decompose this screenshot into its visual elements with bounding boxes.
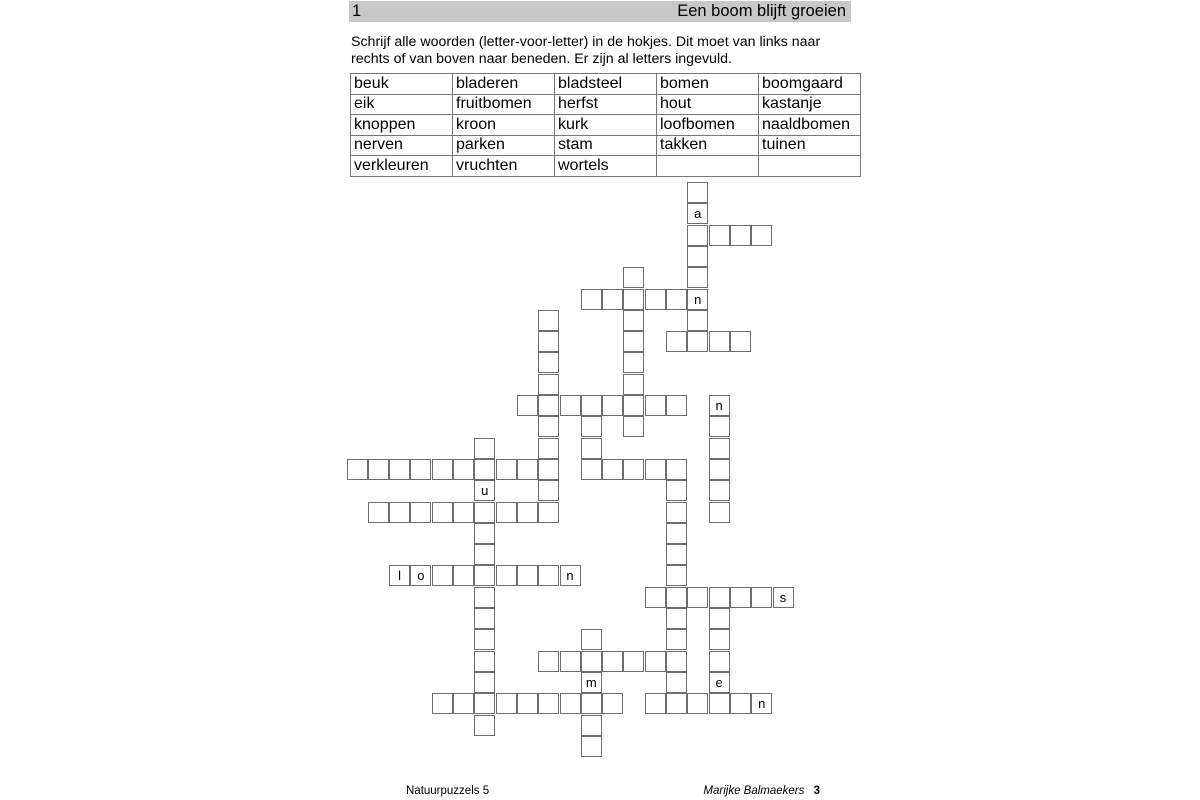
crossword-cell[interactable] [581, 289, 602, 310]
crossword-cell[interactable] [538, 693, 559, 714]
crossword-cell[interactable] [581, 395, 602, 416]
crossword-cell[interactable] [453, 565, 474, 586]
crossword-cell[interactable] [368, 502, 389, 523]
crossword-cell[interactable] [560, 395, 581, 416]
word-cell: verkleuren [351, 156, 453, 177]
word-cell: herfst [555, 94, 657, 115]
crossword-cell[interactable] [730, 693, 751, 714]
crossword-cell[interactable] [666, 587, 687, 608]
crossword-cell[interactable] [623, 352, 644, 373]
crossword-cell[interactable] [453, 693, 474, 714]
crossword-cell[interactable] [517, 502, 538, 523]
page-number: 3 [813, 785, 820, 797]
crossword-cell-given-letter[interactable]: u [474, 480, 495, 501]
crossword-cell[interactable] [666, 629, 687, 650]
crossword-cell[interactable] [709, 502, 730, 523]
crossword-cell[interactable] [496, 565, 517, 586]
crossword-cell[interactable] [581, 651, 602, 672]
word-cell: boomgaard [759, 74, 861, 95]
crossword-cell[interactable] [474, 565, 495, 586]
instructions-text: Schrijf alle woorden (letter-voor-letter) in de hokjes. Dit moet van links naar rechts of van boven naar beneden. Er zijn al letters ingevuld. [351, 34, 821, 67]
crossword-cell[interactable] [474, 502, 495, 523]
crossword-cell[interactable] [517, 693, 538, 714]
crossword-cell[interactable] [623, 267, 644, 288]
crossword-cell[interactable] [474, 629, 495, 650]
crossword-cell[interactable] [410, 459, 431, 480]
crossword-cell[interactable] [538, 352, 559, 373]
word-cell: hout [657, 94, 759, 115]
crossword-cell[interactable] [709, 416, 730, 437]
crossword-cell[interactable] [602, 289, 623, 310]
crossword-cell[interactable] [474, 693, 495, 714]
crossword-cell[interactable] [560, 693, 581, 714]
puzzle-number: 1 [352, 2, 362, 20]
crossword-cell[interactable] [538, 651, 559, 672]
crossword-cell[interactable] [751, 587, 772, 608]
crossword-cell[interactable] [581, 736, 602, 757]
crossword-cell-given-letter[interactable]: n [751, 693, 772, 714]
crossword-cell[interactable] [474, 672, 495, 693]
word-cell: bladeren [453, 74, 555, 95]
word-cell: bladsteel [555, 74, 657, 95]
crossword-cell[interactable] [709, 331, 730, 352]
crossword-cell[interactable] [751, 225, 772, 246]
crossword-cell[interactable] [687, 310, 708, 331]
word-cell: eik [351, 94, 453, 115]
crossword-cell[interactable] [432, 693, 453, 714]
word-cell: kurk [555, 115, 657, 136]
crossword-cell[interactable] [602, 693, 623, 714]
crossword-cell[interactable] [474, 459, 495, 480]
crossword-cell-given-letter[interactable]: a [687, 203, 708, 224]
crossword-cell[interactable] [709, 459, 730, 480]
crossword-cell[interactable] [389, 459, 410, 480]
crossword-cell[interactable] [347, 459, 368, 480]
crossword-cell[interactable] [581, 693, 602, 714]
crossword-cell[interactable] [709, 480, 730, 501]
word-cell: kroon [453, 115, 555, 136]
word-cell: fruitbomen [453, 94, 555, 115]
word-cell: tuinen [759, 135, 861, 156]
crossword-cell[interactable] [538, 331, 559, 352]
crossword-cell[interactable] [709, 651, 730, 672]
crossword-cell-given-letter[interactable]: e [709, 672, 730, 693]
crossword-cell[interactable] [623, 395, 644, 416]
word-cell: nerven [351, 135, 453, 156]
crossword-cell-given-letter[interactable]: o [410, 565, 431, 586]
word-cell: beuk [351, 74, 453, 95]
crossword-cell-given-letter[interactable]: n [687, 289, 708, 310]
crossword-cell[interactable] [496, 693, 517, 714]
word-cell: loofbomen [657, 115, 759, 136]
crossword-cell[interactable] [666, 480, 687, 501]
crossword-cell[interactable] [687, 246, 708, 267]
crossword-cell[interactable] [645, 289, 666, 310]
crossword-cell[interactable] [709, 629, 730, 650]
crossword-cell[interactable] [666, 544, 687, 565]
footer-series: Natuurpuzzels 5 [406, 785, 490, 797]
crossword-cell[interactable] [517, 395, 538, 416]
crossword-cell[interactable] [581, 459, 602, 480]
crossword-cell[interactable] [474, 587, 495, 608]
crossword-cell[interactable] [687, 331, 708, 352]
crossword-cell[interactable] [538, 416, 559, 437]
crossword-cell[interactable] [709, 587, 730, 608]
crossword-cell[interactable] [645, 395, 666, 416]
crossword-cell[interactable] [602, 395, 623, 416]
crossword-cell[interactable] [538, 310, 559, 331]
crossword-cell[interactable] [623, 310, 644, 331]
crossword-cell[interactable] [474, 608, 495, 629]
crossword-cell[interactable] [666, 608, 687, 629]
word-cell: vruchten [453, 156, 555, 177]
crossword-cell[interactable] [453, 459, 474, 480]
crossword-cell[interactable] [623, 374, 644, 395]
crossword-cell[interactable] [538, 480, 559, 501]
crossword-cell-given-letter[interactable]: s [773, 587, 794, 608]
word-cell: bomen [657, 74, 759, 95]
puzzle-title: Een boom blijft groeien [677, 2, 846, 20]
crossword-cell[interactable] [645, 651, 666, 672]
crossword-cell-given-letter[interactable]: n [560, 565, 581, 586]
crossword-cell[interactable] [453, 502, 474, 523]
word-cell: naaldbomen [759, 115, 861, 136]
crossword-cell[interactable] [645, 693, 666, 714]
crossword-cell[interactable] [474, 438, 495, 459]
word-cell: wortels [555, 156, 657, 177]
crossword-cell[interactable] [602, 651, 623, 672]
crossword-cell[interactable] [666, 459, 687, 480]
crossword-cell[interactable] [666, 693, 687, 714]
footer-credit [703, 785, 820, 797]
crossword-cell[interactable] [602, 459, 623, 480]
crossword-cell[interactable] [410, 502, 431, 523]
crossword-cell[interactable] [666, 502, 687, 523]
crossword-cell[interactable] [687, 587, 708, 608]
crossword-cell[interactable] [432, 459, 453, 480]
crossword-cell[interactable] [432, 565, 453, 586]
crossword-cell[interactable] [517, 565, 538, 586]
footer-author: Marijke Balmaekers [703, 785, 805, 797]
crossword-cell[interactable] [687, 182, 708, 203]
crossword-cell[interactable] [432, 502, 453, 523]
crossword-cell-given-letter[interactable]: n [709, 395, 730, 416]
crossword-cell[interactable] [538, 459, 559, 480]
crossword-cell[interactable] [687, 267, 708, 288]
crossword-cell[interactable] [581, 416, 602, 437]
crossword-cell[interactable] [623, 331, 644, 352]
crossword-cell[interactable] [474, 715, 495, 736]
crossword-cell[interactable] [709, 225, 730, 246]
crossword-cell[interactable] [538, 395, 559, 416]
word-cell: knoppen [351, 115, 453, 136]
crossword-cell[interactable] [560, 651, 581, 672]
crossword-cell[interactable] [623, 651, 644, 672]
crossword-cell[interactable] [474, 651, 495, 672]
crossword-cell[interactable] [581, 715, 602, 736]
crossword-cell[interactable] [709, 438, 730, 459]
crossword-cell[interactable] [645, 459, 666, 480]
crossword-cell[interactable] [581, 629, 602, 650]
crossword-cell[interactable] [538, 565, 559, 586]
crossword-cell[interactable] [581, 438, 602, 459]
word-cell: takken [657, 135, 759, 156]
word-cell: stam [555, 135, 657, 156]
crossword-cell[interactable] [538, 438, 559, 459]
crossword-cell[interactable] [474, 544, 495, 565]
crossword-cell[interactable] [496, 459, 517, 480]
crossword-cell[interactable] [538, 374, 559, 395]
crossword-cell[interactable] [709, 693, 730, 714]
word-cell: parken [453, 135, 555, 156]
crossword-cell-given-letter[interactable]: m [581, 672, 602, 693]
crossword-cell[interactable] [666, 395, 687, 416]
crossword-cell[interactable] [368, 459, 389, 480]
crossword-cell[interactable] [730, 587, 751, 608]
crossword-cell[interactable] [687, 225, 708, 246]
crossword-cell[interactable] [538, 502, 559, 523]
crossword-cell[interactable] [623, 289, 644, 310]
crossword-cell[interactable] [389, 502, 410, 523]
word-cell: kastanje [759, 94, 861, 115]
crossword-cell[interactable] [623, 459, 644, 480]
crossword-cell[interactable] [496, 502, 517, 523]
crossword-cell-given-letter[interactable]: l [389, 565, 410, 586]
crossword-cell[interactable] [666, 651, 687, 672]
crossword-cell[interactable] [517, 459, 538, 480]
crossword-cell[interactable] [666, 565, 687, 586]
crossword-cell[interactable] [474, 523, 495, 544]
crossword-cell[interactable] [666, 289, 687, 310]
crossword-cell[interactable] [666, 331, 687, 352]
crossword-cell[interactable] [645, 587, 666, 608]
crossword-cell[interactable] [623, 416, 644, 437]
crossword-cell[interactable] [687, 693, 708, 714]
crossword-cell[interactable] [666, 672, 687, 693]
crossword-cell[interactable] [730, 331, 751, 352]
crossword-cell[interactable] [730, 225, 751, 246]
crossword-cell[interactable] [666, 523, 687, 544]
crossword-cell[interactable] [709, 608, 730, 629]
